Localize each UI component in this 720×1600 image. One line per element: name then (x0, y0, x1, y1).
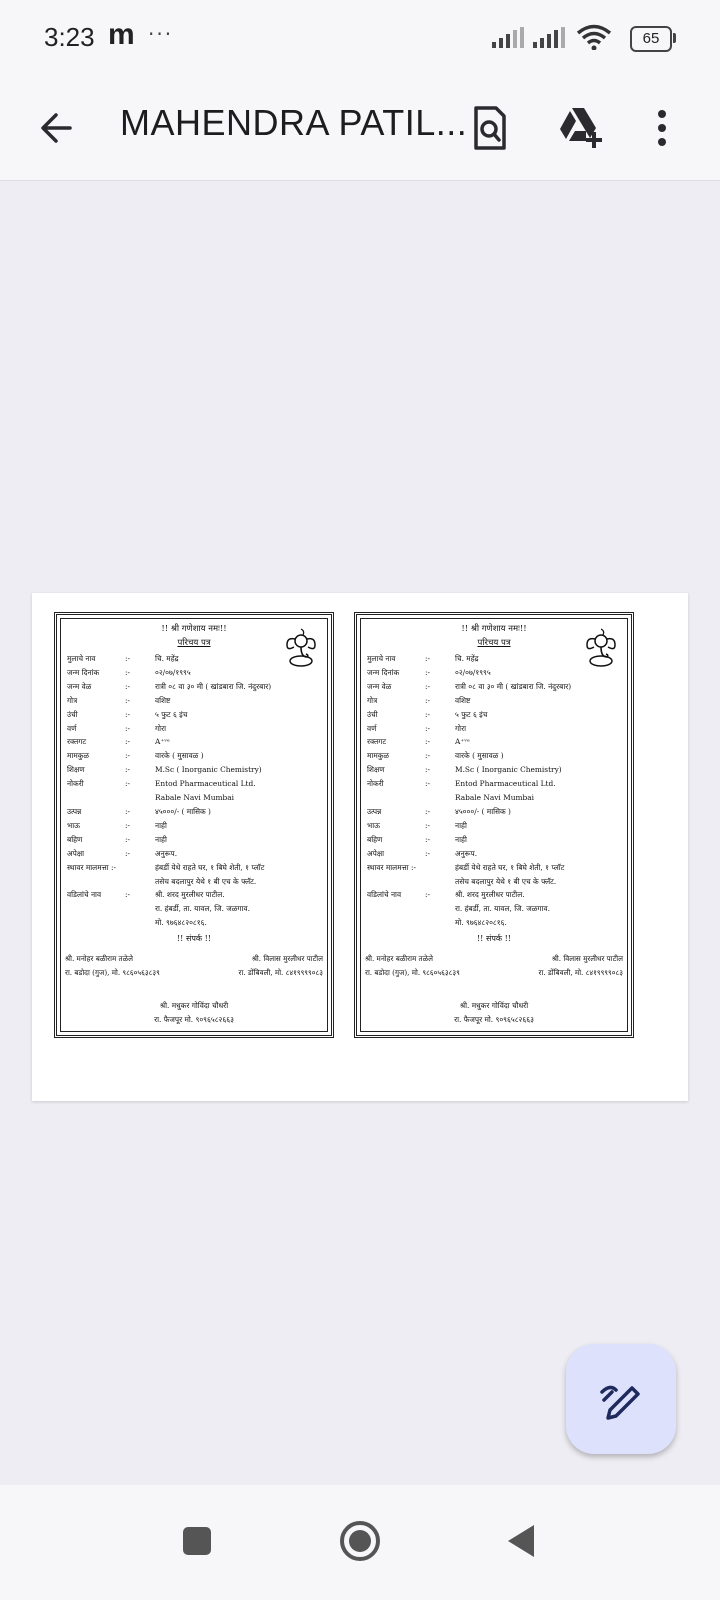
row-job: नोकरी :- Entod Pharmaceutical Ltd. (367, 779, 556, 789)
system-nav-bar (0, 1485, 720, 1600)
contact-3-name: श्री. मधुकर गोविंदा चौधरी (159, 1001, 229, 1010)
biodata-page-right (354, 612, 634, 1038)
row-mamkul: मामकुळ :- वारके ( मुसावळ ) (367, 751, 504, 761)
contact-2-name: श्री. विलास मुरलीधर पाटील (551, 954, 623, 963)
row-property: स्थावर मालमत्ता :- हंबर्डी येथे राहते घर, १ बिघे शेती, १ प्लॉट (67, 862, 265, 872)
contact-3 (361, 999, 627, 1027)
row-height: उंची :- ५ फुट ६ इंच (367, 709, 488, 719)
signal-1-icon (492, 27, 526, 49)
row-birth-time: जन्म वेळ :- रात्री ०८ वा ३० मी ( खांडबारा जि. नंदुरबार) (67, 681, 272, 691)
row-brother: भाऊ :- नाही (367, 820, 467, 830)
row-blood-group: रक्तगट :- A⁺ᵛᵉ (367, 737, 470, 747)
row-job-location: Rabale Navi Mumbai (455, 793, 534, 803)
more-vert-icon[interactable] (640, 100, 696, 156)
back-triangle-icon[interactable] (508, 1525, 534, 1557)
contact-3-name: श्री. मधुकर गोविंदा चौधरी (459, 1001, 529, 1010)
row-height: उंची :- ५ फुट ६ इंच (67, 709, 188, 719)
row-property-cont: तसेच बदलापुर येथे १ बी एच के फ्लॅट. (455, 876, 557, 886)
page-subtitle: परिचय पत्र (477, 638, 511, 648)
contact-title: !! संपर्क !! (176, 934, 212, 943)
biodata-rows (367, 652, 623, 930)
biodata-rows (67, 652, 323, 930)
row-education: शिक्षण :- M.Sc ( Inorganic Chemistry) (67, 765, 262, 775)
row-father-mobile: मो. ९७६४८२०८१६. (155, 918, 207, 928)
biodata-page-left (54, 612, 334, 1038)
row-sister: बहिण :- नाही (67, 834, 167, 844)
battery-indicator: 65 (630, 26, 672, 52)
row-father-address: रा. हंबर्डी, ता. यावल, जि. जळगाव. (155, 904, 250, 914)
edit-pen-icon (566, 1344, 676, 1454)
row-education: शिक्षण :- M.Sc ( Inorganic Chemistry) (367, 765, 562, 775)
row-complexion: वर्ण :- गोरा (67, 723, 167, 733)
row-property-cont: तसेच बदलापुर येथे १ बी एच के फ्लॅट. (155, 876, 257, 886)
contact-3-place: रा. फैजपूर मो. ९०९६५८२६६३ (154, 1015, 234, 1024)
page-border (360, 618, 628, 1032)
contact-grid (65, 952, 323, 980)
row-name: मुलाचे नाव :- चि. महेंद्र (367, 654, 479, 663)
contact-title: !! संपर्क !! (476, 934, 512, 943)
row-job-location: Rabale Navi Mumbai (155, 793, 234, 803)
status-bar (0, 0, 720, 78)
row-father-address: रा. हंबर्डी, ता. यावल, जि. जळगाव. (455, 904, 550, 914)
drive-add-icon[interactable] (552, 100, 608, 156)
contact-1-place: रा. बडोदा (गुज), मो. ९८६०५६३८३९ (65, 968, 160, 977)
contact-3-place: रा. फैजपूर मो. ९०९६५८२६६३ (454, 1015, 534, 1024)
row-father: वडिलांचे नाव :- श्री. शरद मुरलीधर पाटील. (367, 890, 525, 900)
contact-2-name: श्री. विलास मुरलीधर पाटील (251, 954, 323, 963)
contact-1-name: श्री. मनोहर बळीराम तळेले (65, 954, 133, 963)
contact-2-place: रा. डोंबिवली, मो. ८४१९९९९०८३ (238, 968, 323, 977)
arrow-left-icon[interactable] (32, 102, 84, 154)
row-sister: बहिण :- नाही (367, 834, 467, 844)
recent-apps-icon[interactable] (183, 1527, 211, 1555)
page-header: !! श्री गणेशाय नमः!! (461, 624, 527, 634)
row-name: मुलाचे नाव :- चि. महेंद्र (67, 654, 179, 663)
row-birth-time: जन्म वेळ :- रात्री ०८ वा ३० मी ( खांडबारा जि. नंदुरबार) (367, 681, 572, 691)
row-father: वडिलांचे नाव :- श्री. शरद मुरलीधर पाटील. (67, 890, 225, 900)
contact-2-place: रा. डोंबिवली, मो. ८४१९९९९०८३ (538, 968, 623, 977)
signal-2-icon (533, 27, 567, 49)
battery-tip (673, 33, 676, 43)
wifi-icon (576, 24, 612, 50)
app-toolbar (0, 78, 720, 181)
page-header: !! श्री गणेशाय नमः!! (161, 624, 227, 634)
document-title: MAHENDRA PATIL... (120, 102, 468, 143)
status-time: 3:23 (44, 22, 95, 52)
row-property: स्थावर मालमत्ता :- हंबर्डी येथे राहते घर, १ बिघे शेती, १ प्लॉट (367, 862, 565, 872)
notification-m-icon: m (108, 18, 135, 51)
more-notifications-icon: ··· (148, 22, 174, 46)
row-gotra: गोत्र :- वशिष्ट (67, 695, 171, 705)
contact-3 (61, 999, 327, 1027)
row-income: उत्पन्न :- ४५०००/- ( मासिक ) (367, 806, 511, 816)
row-mamkul: मामकुळ :- वारके ( मुसावळ ) (67, 751, 204, 761)
row-dob: जन्म दिनांक :- ०२/०७/१९९५ (367, 667, 491, 677)
row-gotra: गोत्र :- वशिष्ट (367, 695, 471, 705)
row-blood-group: रक्तगट :- A⁺ᵛᵉ (67, 737, 170, 747)
page-border (60, 618, 328, 1032)
row-expectation: अपेक्षा :- अनुरूप. (367, 848, 478, 858)
edit-fab-button[interactable] (566, 1344, 676, 1454)
contact-1-place: रा. बडोदा (गुज), मो. ९८६०५६३८३९ (365, 968, 460, 977)
page-subtitle: परिचय पत्र (177, 638, 211, 648)
contact-grid (365, 952, 623, 980)
home-icon-center[interactable] (349, 1530, 371, 1552)
contact-1-name: श्री. मनोहर बळीराम तळेले (365, 954, 433, 963)
row-income: उत्पन्न :- ४५०००/- ( मासिक ) (67, 806, 211, 816)
row-complexion: वर्ण :- गोरा (367, 723, 467, 733)
document-search-icon[interactable] (462, 100, 518, 156)
row-brother: भाऊ :- नाही (67, 820, 167, 830)
row-job: नोकरी :- Entod Pharmaceutical Ltd. (67, 779, 256, 789)
row-father-mobile: मो. ९७६४८२०८१६. (455, 918, 507, 928)
document-preview[interactable] (32, 593, 688, 1101)
row-expectation: अपेक्षा :- अनुरूप. (67, 848, 178, 858)
row-dob: जन्म दिनांक :- ०२/०७/१९९५ (67, 667, 191, 677)
